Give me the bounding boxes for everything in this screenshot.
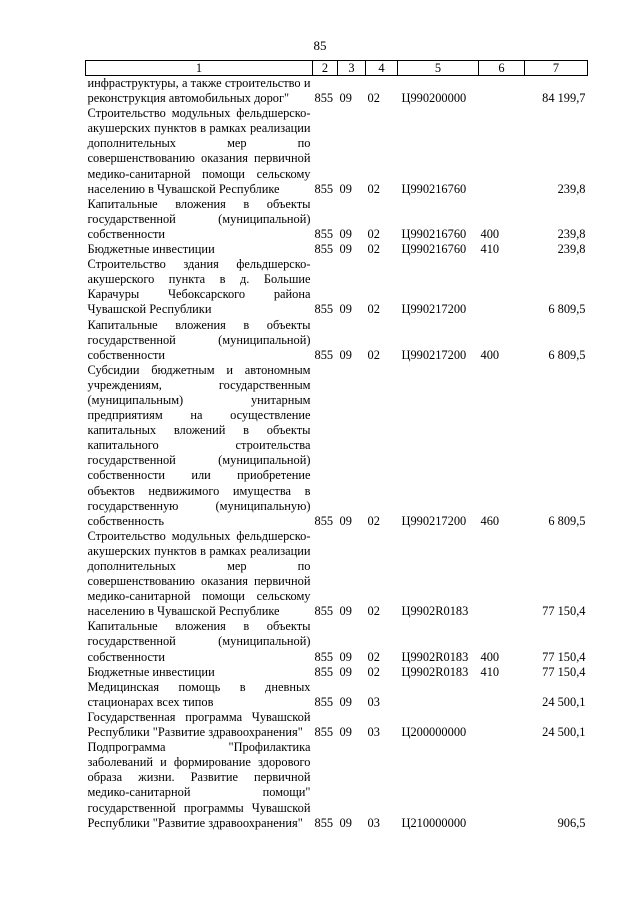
row-name: Капитальные вложения в объекты государственной (муниципальной) собственности xyxy=(87,196,311,241)
row-ministry-code: 855 xyxy=(314,694,334,709)
row-amount: 239,8 xyxy=(557,226,586,241)
header-col-7: 7 xyxy=(525,61,588,76)
row-ministry-code: 855 xyxy=(314,181,334,196)
row-section-code: 09 xyxy=(339,815,352,830)
row-ministry-code: 855 xyxy=(314,513,334,528)
row-target-code: Ц990217200 xyxy=(401,513,467,528)
table-row xyxy=(86,76,588,107)
row-expense-type: 400 xyxy=(480,347,500,362)
table-row xyxy=(86,665,588,680)
table-row xyxy=(86,680,588,710)
row-subsection-code: 02 xyxy=(367,302,380,317)
row-name: Субсидии бюджетным и автономным учреждениям, государственным (муниципальным) унитарным предприятиям на осуществление капитальных вложений в объекты капитального строительства государственной (муниципальной) собственности или приобретение объектов недвижимого имущества в государственную (муниципальную) собственность xyxy=(87,362,311,528)
table-row xyxy=(86,710,588,740)
row-section-code: 09 xyxy=(339,91,352,106)
row-name: Строительство модульных фельдшерско-акушерских пунктов в рамках реализации дополнительных мер по совершенствованию оказания первичной медико-санитарной помощи сельскому населению в Чувашской Республике xyxy=(87,106,311,196)
row-target-code: Ц9902R0183 xyxy=(401,649,469,664)
row-section-code: 09 xyxy=(339,513,352,528)
row-ministry-code: 855 xyxy=(314,302,334,317)
row-amount: 6 809,5 xyxy=(548,302,586,317)
row-expense-type: 400 xyxy=(480,226,500,241)
row-amount: 24 500,1 xyxy=(542,694,586,709)
row-name: инфраструктуры, а также строительство и реконструкция автомобильных дорог" xyxy=(87,76,311,106)
table-row xyxy=(86,529,588,620)
row-amount: 24 500,1 xyxy=(542,725,586,740)
header-col-2: 2 xyxy=(313,61,338,76)
row-target-code: Ц990216760 xyxy=(401,181,467,196)
table-row xyxy=(86,363,588,529)
row-expense-type: 410 xyxy=(480,664,500,679)
row-ministry-code: 855 xyxy=(314,604,334,619)
row-amount: 239,8 xyxy=(557,181,586,196)
row-subsection-code: 02 xyxy=(367,664,380,679)
row-subsection-code: 02 xyxy=(367,604,380,619)
row-amount: 77 150,4 xyxy=(542,649,586,664)
row-target-code: Ц210000000 xyxy=(401,815,467,830)
row-target-code: Ц200000000 xyxy=(401,725,467,740)
row-target-code xyxy=(398,680,479,710)
row-ministry-code: 855 xyxy=(314,725,334,740)
row-subsection-code: 02 xyxy=(367,347,380,362)
row-subsection-code: 02 xyxy=(367,91,380,106)
row-ministry-code: 855 xyxy=(314,91,334,106)
row-expense-type: 410 xyxy=(480,242,500,257)
row-amount: 84 199,7 xyxy=(542,91,586,106)
table-row xyxy=(86,318,588,363)
row-amount: 6 809,5 xyxy=(548,513,586,528)
table-row xyxy=(86,242,588,257)
row-expense-type xyxy=(479,680,525,710)
row-name: Подпрограмма "Профилактика заболеваний и формирование здорового образа жизни. Развитие первичной медико-санитарной помощи" государственной программы Чувашской Республики "Развитие здравоохранения" xyxy=(87,740,311,830)
row-section-code: 09 xyxy=(339,664,352,679)
row-expense-type: 400 xyxy=(480,649,500,664)
header-col-4: 4 xyxy=(366,61,398,76)
row-section-code: 09 xyxy=(339,242,352,257)
row-amount: 239,8 xyxy=(557,242,586,257)
row-ministry-code: 855 xyxy=(314,347,334,362)
row-target-code: Ц9902R0183 xyxy=(401,604,469,619)
row-target-code: Ц990217200 xyxy=(401,347,467,362)
row-ministry-code: 855 xyxy=(314,226,334,241)
row-section-code: 09 xyxy=(339,181,352,196)
row-name: Капитальные вложения в объекты государственной (муниципальной) собственности xyxy=(87,317,311,362)
table-body xyxy=(86,76,588,831)
row-amount: 77 150,4 xyxy=(542,664,586,679)
row-section-code: 09 xyxy=(339,649,352,664)
row-name: Государственная программа Чувашской Республики "Развитие здравоохранения" xyxy=(87,709,311,740)
row-target-code: Ц990217200 xyxy=(401,302,467,317)
row-subsection-code: 02 xyxy=(367,649,380,664)
row-name: Капитальные вложения в объекты государственной (муниципальной) собственности xyxy=(87,619,311,664)
row-amount: 6 809,5 xyxy=(548,347,586,362)
header-col-3: 3 xyxy=(338,61,366,76)
row-name: Строительство модульных фельдшерско-акушерских пунктов в рамках реализации дополнительных мер по совершенствованию оказания первичной медико-санитарной помощи сельскому населению в Чувашской Республике xyxy=(87,528,311,619)
header-row xyxy=(86,61,588,76)
row-subsection-code: 02 xyxy=(367,181,380,196)
row-expense-type xyxy=(479,740,525,831)
row-amount: 77 150,4 xyxy=(542,604,586,619)
header-col-1: 1 xyxy=(86,61,313,76)
row-name: Медицинская помощь в дневных стационарах всех типов xyxy=(87,679,311,709)
row-target-code: Ц9902R0183 xyxy=(401,664,469,679)
row-name: Строительство здания фельдшерско-акушерского пункта в д. Большие Карачуры Чебоксарского района Чувашской Республики xyxy=(87,257,311,317)
row-expense-type xyxy=(479,710,525,740)
row-expense-type: 460 xyxy=(480,513,500,528)
table-row xyxy=(86,619,588,664)
row-subsection-code: 03 xyxy=(367,725,380,740)
row-section-code: 09 xyxy=(339,725,352,740)
budget-table xyxy=(85,60,588,831)
row-subsection-code: 02 xyxy=(367,226,380,241)
row-expense-type xyxy=(479,106,525,197)
row-target-code: Ц990216760 xyxy=(401,226,467,241)
row-section-code: 09 xyxy=(339,694,352,709)
row-ministry-code: 855 xyxy=(314,649,334,664)
page-number: 85 xyxy=(313,38,327,53)
row-name: Бюджетные инвестиции xyxy=(87,664,215,679)
row-name: Бюджетные инвестиции xyxy=(87,242,215,257)
header-col-6: 6 xyxy=(479,61,525,76)
table-row xyxy=(86,197,588,242)
table-header xyxy=(86,61,588,76)
row-amount: 906,5 xyxy=(557,815,586,830)
row-subsection-code: 03 xyxy=(367,815,380,830)
row-section-code: 09 xyxy=(339,347,352,362)
row-ministry-code: 855 xyxy=(314,242,334,257)
row-subsection-code: 03 xyxy=(367,694,380,709)
row-expense-type xyxy=(479,529,525,620)
row-subsection-code: 02 xyxy=(367,242,380,257)
row-subsection-code: 02 xyxy=(367,513,380,528)
row-target-code: Ц990200000 xyxy=(401,91,467,106)
row-section-code: 09 xyxy=(339,302,352,317)
row-expense-type xyxy=(479,76,525,107)
row-section-code: 09 xyxy=(339,604,352,619)
row-section-code: 09 xyxy=(339,226,352,241)
row-ministry-code: 855 xyxy=(314,664,334,679)
table-row xyxy=(86,740,588,831)
table-row xyxy=(86,257,588,317)
row-target-code: Ц990216760 xyxy=(401,242,467,257)
row-expense-type xyxy=(479,257,525,317)
row-ministry-code: 855 xyxy=(314,815,334,830)
table-row xyxy=(86,106,588,197)
header-col-5: 5 xyxy=(398,61,479,76)
